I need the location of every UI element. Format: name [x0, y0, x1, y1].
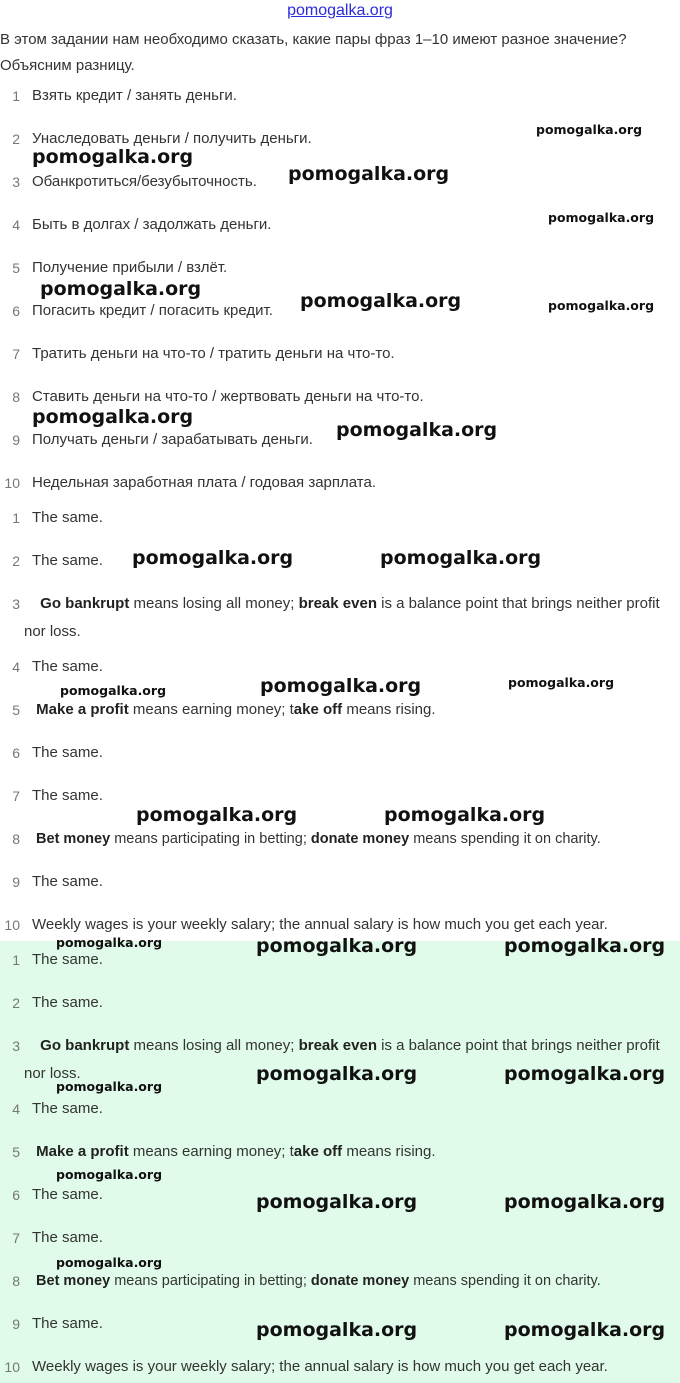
row-number: 10: [4, 917, 20, 933]
definition: means participating in betting;: [110, 1273, 311, 1289]
row-number: 9: [12, 874, 20, 890]
definition: means rising.: [342, 1143, 436, 1160]
row-number: 6: [12, 303, 20, 319]
watermark: pomogalka.org: [380, 547, 542, 569]
term: Make a profit: [36, 701, 129, 718]
answer-text: The same.: [32, 951, 103, 968]
watermark: pomogalka.org: [32, 146, 194, 168]
answer-text: The same.: [32, 658, 103, 675]
watermark: pomogalka.org: [56, 1167, 163, 1182]
term: ake off: [293, 1143, 343, 1160]
term: Go bankrupt: [40, 1037, 130, 1054]
answer-text: The same.: [32, 994, 103, 1011]
answer-text: [32, 1138, 676, 1166]
task-text: Недельная заработная плата / годовая зарплата.: [32, 474, 376, 491]
row-number: 9: [12, 432, 20, 448]
row-number: 3: [12, 174, 20, 190]
answer-text: The same.: [32, 1100, 103, 1117]
site-link[interactable]: pomogalka.org: [287, 2, 393, 19]
row-number: 1: [12, 510, 20, 526]
definition: means participating in betting;: [110, 831, 311, 847]
row-number: 4: [12, 1101, 20, 1117]
task-text: Получение прибыли / взлёт.: [32, 259, 228, 276]
definition: means earning money; t: [128, 701, 294, 718]
answer-text: The same.: [32, 1229, 103, 1246]
answer-text: The same.: [32, 744, 103, 761]
watermark: pomogalka.org: [32, 406, 194, 428]
term: Bet money: [36, 831, 111, 847]
watermark: pomogalka.org: [40, 278, 202, 300]
answer-text: The same.: [32, 787, 103, 804]
definition: is a balance point that brings neither profit nor loss.: [24, 595, 660, 640]
watermark: pomogalka.org: [56, 1079, 163, 1094]
row-number: 2: [12, 131, 20, 147]
task-text: Взять кредит / занять деньги.: [32, 87, 237, 104]
row-number: 8: [12, 389, 20, 405]
term: break even: [298, 1037, 377, 1054]
definition: is a balance point that brings neither profit nor loss.: [24, 1037, 660, 1082]
answer-text: [32, 696, 676, 724]
watermark: pomogalka.org: [504, 1063, 666, 1085]
answer-text: Weekly wages is your weekly salary; the annual salary is how much you get each year.: [32, 916, 608, 933]
term: Bet money: [36, 1273, 111, 1289]
watermark: pomogalka.org: [384, 804, 546, 826]
term: break even: [298, 595, 377, 612]
definition: means losing all money;: [129, 1037, 299, 1054]
task-text: Унаследовать деньги / получить деньги.: [32, 130, 312, 147]
row-number: 7: [12, 346, 20, 362]
answer-text: The same.: [32, 1315, 103, 1332]
term: donate money: [310, 1273, 410, 1289]
watermark: pomogalka.org: [300, 290, 462, 312]
answer-text: [32, 825, 676, 853]
row-number: 9: [12, 1316, 20, 1332]
row-number: 3: [12, 1038, 20, 1054]
term: donate money: [310, 831, 410, 847]
definition: means spending it on charity.: [409, 831, 601, 847]
term: ake off: [293, 701, 343, 718]
row-number: 2: [12, 553, 20, 569]
watermark: pomogalka.org: [536, 122, 643, 137]
answer-text: The same.: [32, 509, 103, 526]
row-number: 1: [12, 952, 20, 968]
definition: means rising.: [342, 701, 436, 718]
watermark: pomogalka.org: [548, 298, 655, 313]
watermark: pomogalka.org: [132, 547, 294, 569]
row-number: 10: [4, 1359, 20, 1375]
watermark: pomogalka.org: [56, 1255, 163, 1270]
watermark: pomogalka.org: [256, 1191, 418, 1213]
task-text: Обанкротиться/безубыточность.: [32, 173, 257, 190]
watermark: pomogalka.org: [256, 1063, 418, 1085]
watermark: pomogalka.org: [60, 683, 167, 698]
task-intro: В этом задании нам необходимо сказать, какие пары фраз 1–10 имеют разное значение? Объясним разницу.: [0, 31, 627, 74]
task-text: Погасить кредит / погасить кредит.: [32, 302, 273, 319]
row-number: 5: [12, 702, 20, 718]
answer-text: Weekly wages is your weekly salary; the annual salary is how much you get each year.: [32, 1358, 608, 1375]
definition: means earning money; t: [128, 1143, 294, 1160]
row-number: 4: [12, 217, 20, 233]
watermark: pomogalka.org: [504, 1319, 666, 1341]
row-number: 2: [12, 995, 20, 1011]
answer-text: The same.: [32, 873, 103, 890]
row-number: 5: [12, 1144, 20, 1160]
watermark: pomogalka.org: [504, 1191, 666, 1213]
row-number: 8: [12, 1273, 20, 1289]
row-number: 3: [12, 596, 20, 612]
answer-text: The same.: [32, 552, 103, 569]
watermark: pomogalka.org: [136, 804, 298, 826]
watermark: pomogalka.org: [256, 935, 418, 957]
term: Make a profit: [36, 1143, 129, 1160]
row-number: 5: [12, 260, 20, 276]
row-number: 10: [4, 475, 20, 491]
watermark: pomogalka.org: [260, 675, 422, 697]
watermark: pomogalka.org: [288, 163, 450, 185]
term: Go bankrupt: [40, 595, 130, 612]
task-text: Получать деньги / зарабатывать деньги.: [32, 431, 313, 448]
task-text: Тратить деньги на что-то / тратить деньги на что-то.: [32, 345, 395, 362]
row-number: 7: [12, 788, 20, 804]
row-number: 1: [12, 88, 20, 104]
task-text: Ставить деньги на что-то / жертвовать деньги на что-то.: [32, 388, 424, 405]
row-number: 7: [12, 1230, 20, 1246]
watermark: pomogalka.org: [504, 935, 666, 957]
watermark: pomogalka.org: [508, 675, 615, 690]
watermark: pomogalka.org: [256, 1319, 418, 1341]
watermark: pomogalka.org: [336, 419, 498, 441]
row-number: 4: [12, 659, 20, 675]
watermark: pomogalka.org: [56, 935, 163, 950]
row-number: 8: [12, 831, 20, 847]
watermark: pomogalka.org: [548, 210, 655, 225]
definition: means spending it on charity.: [409, 1273, 601, 1289]
answer-text: The same.: [32, 1186, 103, 1203]
answer-text: [32, 1267, 676, 1295]
row-number: 6: [12, 1187, 20, 1203]
answer-text: [24, 590, 676, 646]
task-text: Быть в долгах / задолжать деньги.: [32, 216, 272, 233]
definition: means losing all money;: [129, 595, 299, 612]
row-number: 6: [12, 745, 20, 761]
